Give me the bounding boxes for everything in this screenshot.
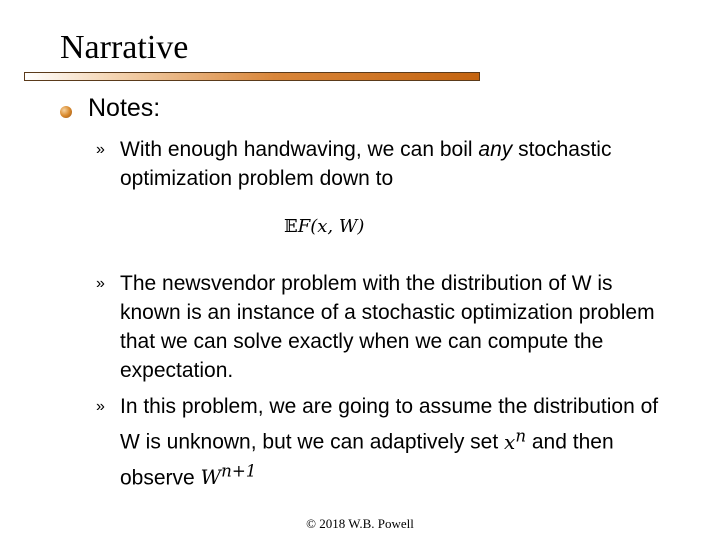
- math-superscript: n: [515, 426, 527, 445]
- orange-sphere-bullet-icon: [60, 106, 72, 118]
- emphasized-word: any: [478, 138, 513, 161]
- math-W-n-plus-1: [200, 461, 257, 490]
- list-item-text: The newsvendor problem with the distribution of W is known is an instance of a stochastic optimization problem that we can solve exactly when we can compute the expectation.: [120, 272, 655, 382]
- math-base: W: [200, 465, 222, 490]
- expectation-symbol: 𝔼: [284, 216, 298, 237]
- copyright-footer: © 2018 W.B. Powell: [306, 516, 414, 531]
- text-segment: stochastic optimization problem down to: [120, 138, 612, 190]
- title-underline-bar: [24, 72, 480, 81]
- sub-bullet-marker: »: [96, 398, 105, 415]
- formula-arguments: (x, W): [310, 216, 365, 237]
- formula-function: F: [297, 216, 311, 237]
- sub-bullet-marker: »: [96, 141, 105, 158]
- expectation-formula: [284, 214, 364, 240]
- math-superscript: n+1: [221, 461, 257, 481]
- slide-title: Narrative: [60, 29, 189, 66]
- list-item-text: [120, 392, 660, 492]
- math-base: x: [504, 429, 516, 454]
- sub-bullet-marker: »: [96, 275, 105, 292]
- text-segment: With enough handwaving, we can boil: [120, 138, 479, 161]
- text-segment: In this problem, we are going to assume the distribution of W is unknown, but we can adaptively set: [120, 395, 659, 454]
- list-item-text: [120, 135, 660, 193]
- math-x-n: [504, 426, 527, 454]
- notes-heading: Notes:: [88, 94, 161, 122]
- text-segment: and then observe: [120, 430, 614, 490]
